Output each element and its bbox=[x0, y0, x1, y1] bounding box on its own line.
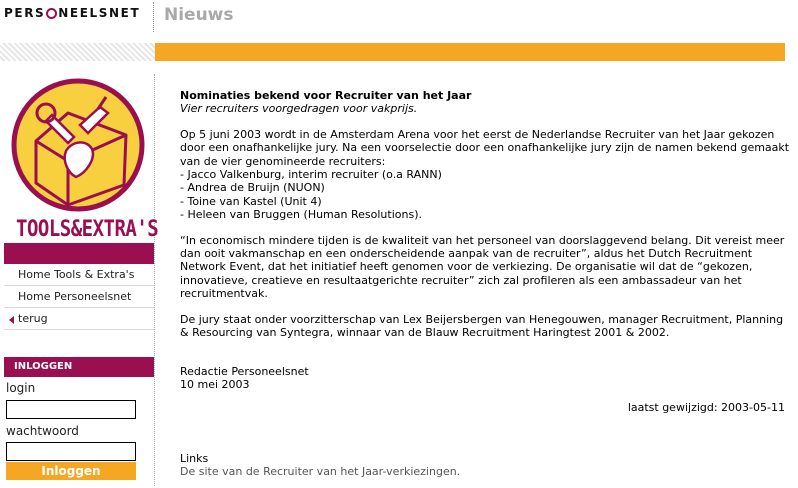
article-subtitle: Vier recruiters voorgedragen voor vakprijs. bbox=[180, 102, 418, 116]
password-label: wachtwoord bbox=[6, 424, 79, 438]
password-input[interactable] bbox=[6, 442, 136, 461]
article-intro: Op 5 juni 2003 wordt in de Amsterdam Arena voor het eerst de Nederlandse Recruiter van het Jaar gekozen door een onafhankelijke jury. Na een voorselectie door een onafhankelijke jury zijn de namen bekend gemaakt van de vier genomineerde recruiters: bbox=[180, 127, 790, 168]
article bbox=[180, 89, 792, 391]
article-title: Nominaties bekend voor Recruiter van het Jaar bbox=[180, 89, 472, 102]
list-item: - Andrea de Bruijn (NUON) bbox=[180, 181, 325, 195]
article-date: 10 mei 2003 bbox=[180, 377, 250, 391]
list-item: - Heleen van Bruggen (Human Resolutions). bbox=[180, 208, 422, 222]
brand-text-start: PERS bbox=[4, 6, 46, 20]
last-updated: laatst gewijzigd: 2003-05-11 bbox=[627, 401, 785, 414]
nominee-list bbox=[180, 168, 792, 222]
section-title: Nieuws bbox=[164, 5, 234, 25]
brand-circle-icon bbox=[46, 8, 57, 19]
login-label: login bbox=[6, 381, 36, 395]
nav-home-tools-extras[interactable]: Home Tools & Extra's bbox=[4, 264, 154, 286]
login-button[interactable]: Inloggen bbox=[6, 462, 136, 480]
article-author: Redactie Personeelsnet bbox=[180, 364, 309, 378]
login-input[interactable] bbox=[6, 400, 136, 419]
login-heading: INLOGGEN bbox=[4, 357, 154, 377]
toolbox-icon bbox=[6, 73, 154, 213]
nav-home-personeelsnet[interactable]: Home Personeelsnet bbox=[4, 286, 154, 308]
list-item: - Jacco Valkenburg, interim recruiter (o.a RANN) bbox=[180, 168, 442, 182]
header-divider bbox=[153, 2, 154, 32]
site-logo[interactable] bbox=[4, 6, 140, 20]
links-heading: Links bbox=[180, 452, 209, 465]
nav-header-bar bbox=[4, 243, 154, 264]
brand-text-end: NEELSNET bbox=[58, 6, 141, 20]
header-stripe bbox=[0, 43, 155, 61]
article-quote: “In economisch mindere tijden is de kwaliteit van het personeel van doorslaggevend belang. Dit vereist meer dan ooit vakmanschap en een onderscheidende aanpak van de recruiter”, aldus het Dutch Recruitment Network Event, dat het initiatief heeft genomen voor de verkiezing. De organisatie wil dat de “gekozen, innovatieve, creatieve en resultaatgerichte recruiter” zich zal profileren als een ambassadeur van het recruitmentvak. bbox=[180, 233, 785, 301]
sidebar-nav bbox=[4, 264, 154, 330]
back-arrow-icon bbox=[9, 316, 14, 324]
recruiter-award-link[interactable]: De site van de Recruiter van het Jaar-verkiezingen. bbox=[180, 465, 461, 478]
list-item: - Toine van Kastel (Unit 4) bbox=[180, 194, 322, 208]
nav-back-label: terug bbox=[18, 312, 48, 325]
header-accent-bar bbox=[155, 43, 785, 61]
article-jury: De jury staat onder voorzitterschap van Lex Beijersbergen van Henegouwen, manager Recruitment, Planning & Resourcing van Syntegra, winnaar van de Blauw Recruitment Haringtest 2001 & 2002. bbox=[180, 312, 784, 340]
nav-back[interactable] bbox=[4, 308, 154, 330]
tools-extras-logo bbox=[6, 73, 159, 245]
logo-text: TOOLS&EXTRA'S bbox=[16, 216, 159, 242]
